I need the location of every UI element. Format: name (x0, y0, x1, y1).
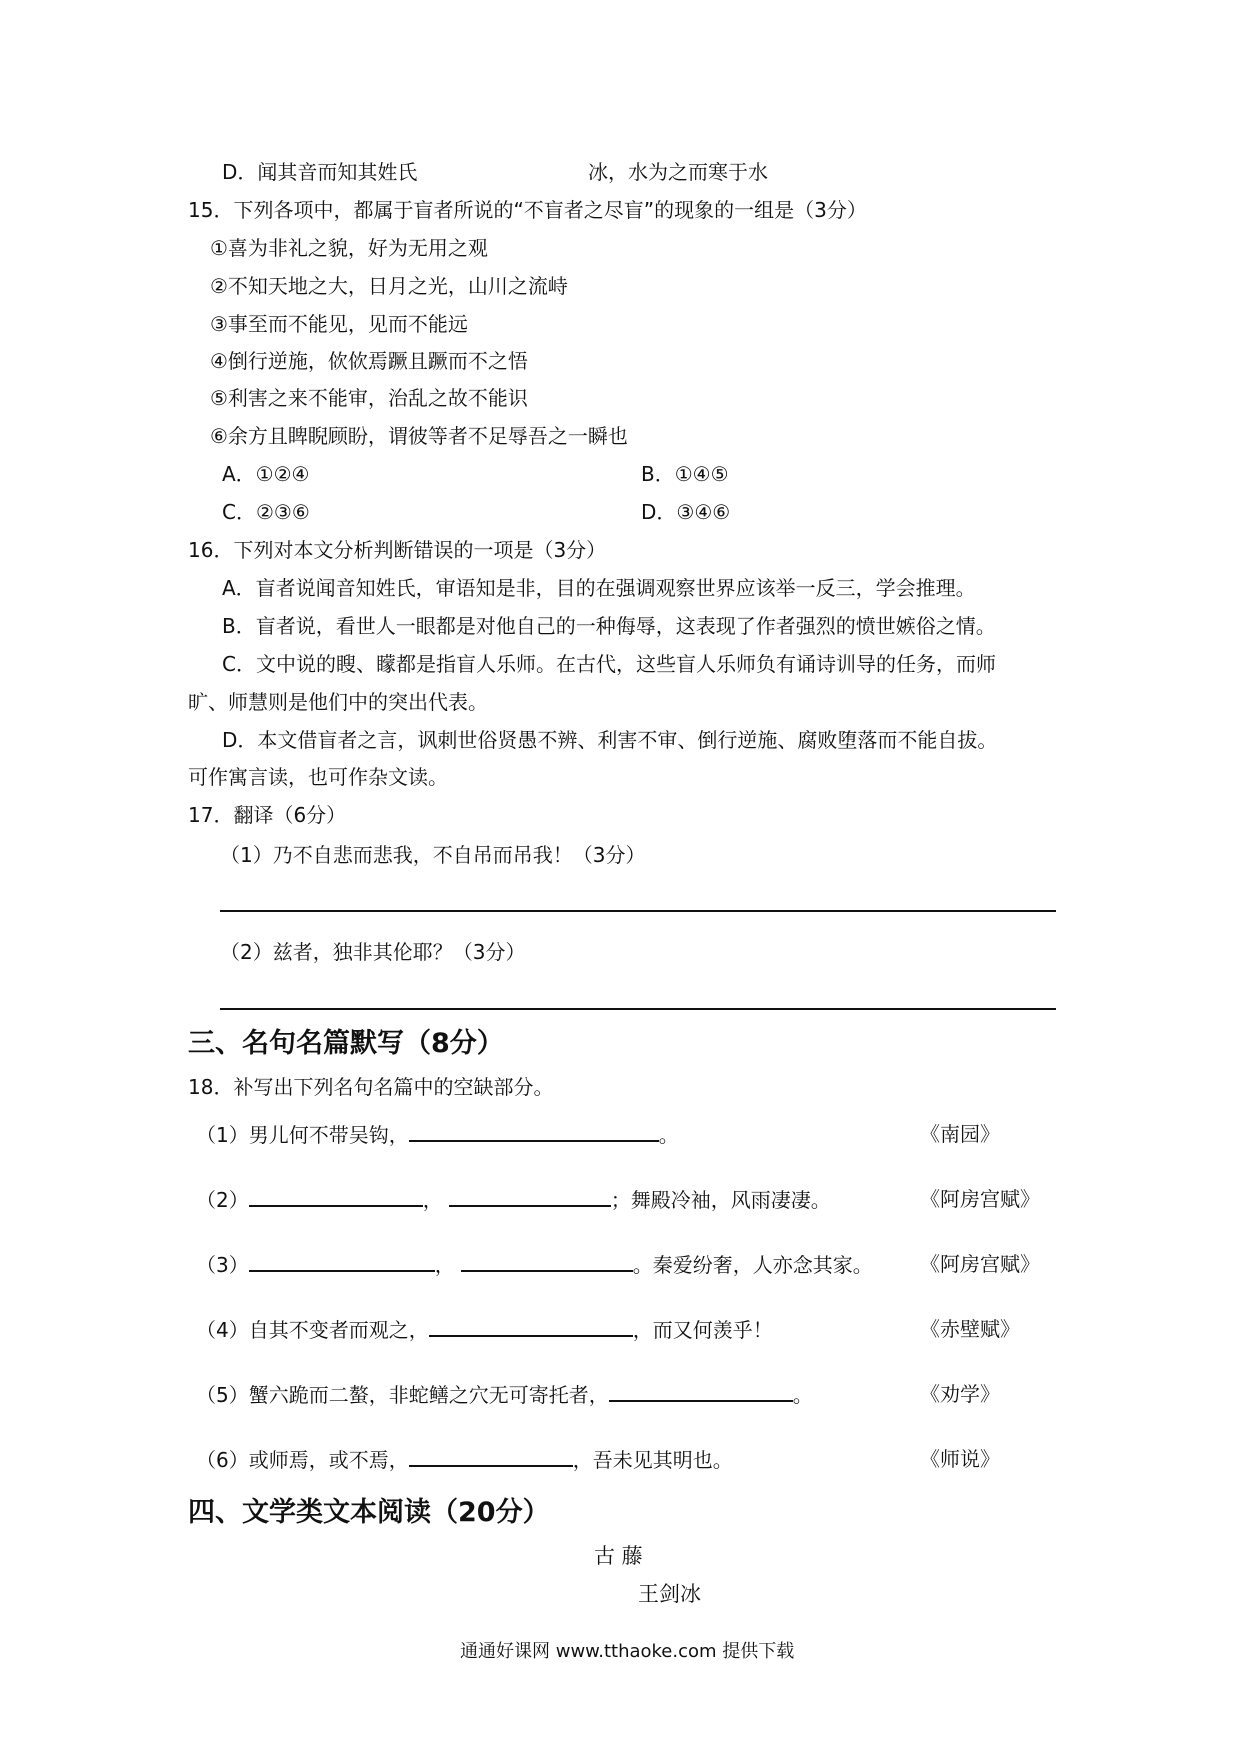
fill-blank[interactable] (409, 1122, 659, 1142)
fill-blank[interactable] (609, 1382, 793, 1402)
q17-stem: 17．翻译（6分） (188, 803, 347, 827)
q15-stem: 15．下列各项中，都属于盲者所说的“不盲者之尽盲”的现象的一组是（3分） (188, 198, 867, 222)
q18-source-5: 《劝学》 (920, 1382, 1000, 1406)
q16-option-a: A．盲者说闻音知姓氏，审语知是非，目的在强调观察世界应该举一反三，学会推理。 (222, 576, 976, 600)
q18-item-3: （3） ， 。秦爱纷奢，人亦念其家。 (196, 1253, 873, 1277)
q15-item-4: ④倒行逆施，佽佽焉蹶且蹶而不之悟 (210, 349, 528, 373)
q17-part-1: （1）乃不自悲而悲我，不自吊而吊我！（3分） (220, 843, 646, 867)
q16-option-c-cont: 旷、师慧则是他们中的突出代表。 (188, 690, 488, 714)
q17-part-2: （2）兹者，独非其伦耶？（3分） (220, 940, 526, 964)
fill-blank[interactable] (461, 1252, 633, 1272)
article-author: 王剑冰 (638, 1582, 701, 1606)
q16-option-d: D．本文借盲者之言，讽刺世俗贤愚不辨、利害不审、倒行逆施、腐败堕落而不能自拔。 (222, 728, 998, 752)
q18-item-4: （4）自其不变者而观之， ，而又何羡乎！ (196, 1318, 773, 1342)
section-3-heading: 三、名句名篇默写（8分） (188, 1028, 504, 1059)
q18-item-1: （1）男儿何不带吴钩， 。 (196, 1123, 679, 1147)
q16-option-d-cont: 可作寓言读，也可作杂文读。 (188, 765, 448, 789)
q16-option-c: C．文中说的瞍、矇都是指盲人乐师。在古代，这些盲人乐师负有诵诗训导的任务，而师 (222, 652, 996, 676)
section-4-heading: 四、文学类文本阅读（20分） (188, 1497, 550, 1528)
q15-item-2: ②不知天地之大，日月之光，山川之流峙 (210, 274, 568, 298)
answer-line-1 (220, 910, 1056, 912)
article-title: 古 藤 (594, 1544, 643, 1568)
q18-item-5: （5）蟹六跪而二螯，非蛇鳝之穴无可寄托者， 。 (196, 1383, 813, 1407)
footer-text: 通通好课网 www.tthaoke.com 提供下载 (460, 1641, 795, 1662)
q16-option-b: B．盲者说，看世人一眼都是对他自己的一种侮辱，这表现了作者强烈的愤世嫉俗之情。 (222, 614, 996, 638)
q18-item-6: （6）或师焉，或不焉， ，吾未见其明也。 (196, 1448, 733, 1472)
q18-source-1: 《南园》 (920, 1122, 1000, 1146)
q14-option-d-right: 冰，水为之而寒于水 (588, 160, 768, 184)
q18-item-2: （2） ， ；舞殿冷袖，风雨凄凄。 (196, 1188, 831, 1212)
q15-option-d: D．③④⑥ (641, 500, 731, 524)
q15-option-c: C．②③⑥ (222, 500, 310, 524)
q14-option-d: D．闻其音而知其姓氏 (222, 160, 418, 184)
q18-source-3: 《阿房宫赋》 (920, 1252, 1040, 1276)
q15-item-1: ①喜为非礼之貌，好为无用之观 (210, 236, 488, 260)
fill-blank[interactable] (409, 1447, 573, 1467)
q16-stem: 16．下列对本文分析判断错误的一项是（3分） (188, 538, 607, 562)
q18-source-4: 《赤壁赋》 (920, 1317, 1020, 1341)
q18-source-2: 《阿房宫赋》 (920, 1187, 1040, 1211)
q15-item-6: ⑥余方且睥睨顾盼，谓彼等者不足辱吾之一瞬也 (210, 424, 628, 448)
q18-source-6: 《师说》 (920, 1447, 1000, 1471)
q15-option-b: B．①④⑤ (641, 462, 729, 486)
q15-item-3: ③事至而不能见，见而不能远 (210, 312, 468, 336)
answer-line-2 (220, 1008, 1056, 1010)
fill-blank[interactable] (249, 1187, 423, 1207)
q18-stem: 18．补写出下列名句名篇中的空缺部分。 (188, 1075, 554, 1099)
fill-blank[interactable] (449, 1187, 611, 1207)
q15-item-5: ⑤利害之来不能审，治乱之故不能识 (210, 386, 528, 410)
fill-blank[interactable] (249, 1252, 435, 1272)
q15-option-a: A．①②④ (222, 462, 310, 486)
fill-blank[interactable] (429, 1317, 633, 1337)
